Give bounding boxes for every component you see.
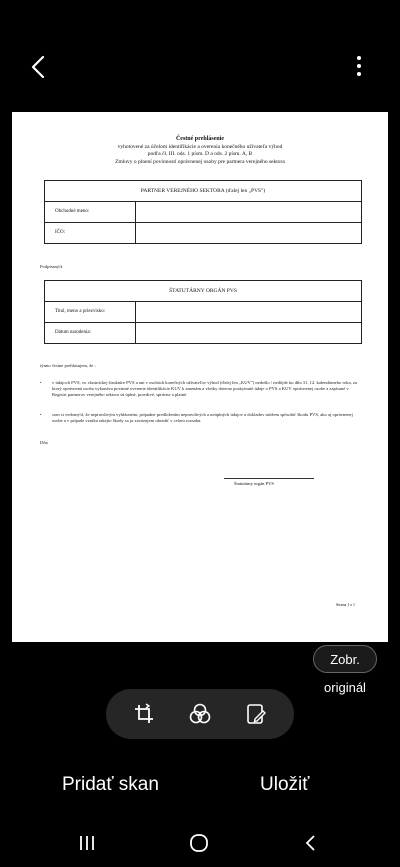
edit-button[interactable] <box>244 702 268 726</box>
signature-label: Štatutárny orgán PVS <box>234 481 274 486</box>
table-row <box>45 202 361 223</box>
page-number: Strana 1 z 1 <box>336 602 355 607</box>
date-label: Dňa <box>40 440 48 445</box>
edit-toolbar <box>106 689 294 739</box>
doc-subtitle-3: Zmluvy o plnení povinností oprávnenej osoby pre partnera verejného sektora <box>115 158 285 165</box>
recent-apps-button[interactable] <box>76 832 98 854</box>
row-label: IČO: <box>55 230 65 235</box>
crop-rotate-icon <box>132 702 156 726</box>
signature-line <box>224 478 314 479</box>
document-edit-icon <box>244 702 268 726</box>
back-button[interactable] <box>26 54 52 80</box>
doc-title: Čestné prehlásenie <box>175 136 225 142</box>
color-filter-icon <box>188 702 212 726</box>
save-button[interactable]: Uložiť <box>260 774 310 795</box>
more-options-button[interactable] <box>350 56 368 78</box>
filter-button[interactable] <box>188 702 212 726</box>
signed-label: Podpísaný/á <box>40 264 63 269</box>
row-label: Titul, meno a priezvisko: <box>55 309 106 314</box>
declaration-bullet-1: v údajoch PVS, vo vlastníckej štruktúre PVS a ani v osobách konečných užívateľov výhod (ďalej len „KUV") nedošlo / nedôjde ku dňu 31. 12. kalendárneho roka, za ktorý oprávnená osoba vykonáva povinné overenie identifikácie KUV k zmenám a všetky doteraz poskytnuté údaje o PVS a KUV oprávnenej osobe a zapísané v Registri partnerov verejného sektora sú úplné, pravdivé, správne a platné. <box>52 380 357 398</box>
declaration-intro: týmto čestne prehlasujem, že : <box>40 363 96 368</box>
partner-table <box>44 180 362 244</box>
declaration-bullet-2: som si vedomý/á, že nepravdivým vyhlásením, prípadne predložením nepravdivých a neúplných údajov a dokladov môžem spôsobiť škodu PVS, ako aj oprávnenej osobe a v prípade vzniku takejto škody sa ju zaväzujem uhradiť v celom rozsahu. <box>52 412 353 424</box>
table-row <box>45 323 361 343</box>
back-nav-button[interactable] <box>300 832 322 854</box>
row-label: Obchodné meno: <box>55 209 90 214</box>
statutory-table-header: ŠTATUTÁRNY ORGÁN PVS <box>45 281 361 302</box>
doc-subtitle-2: podľa čl. III. ods. 1 písm. D a ods. 2 písm. A, B <box>147 151 253 157</box>
statutory-table <box>44 280 362 344</box>
more-vertical-icon <box>357 56 361 60</box>
row-label: Dátum narodenia: <box>55 330 91 335</box>
back-icon <box>300 832 322 854</box>
chevron-left-icon <box>26 54 52 80</box>
home-icon <box>188 832 210 854</box>
top-bar <box>0 0 400 110</box>
crop-button[interactable] <box>132 702 156 726</box>
document-header <box>52 136 348 166</box>
table-row <box>45 223 361 243</box>
show-original-button[interactable]: Zobr. originál <box>313 645 377 673</box>
home-button[interactable] <box>188 832 210 854</box>
recent-apps-icon <box>76 832 98 854</box>
doc-subtitle-1: vyhotovené za účelom identifikácie a overenia konečného užívateľa výhod <box>117 143 283 150</box>
table-row <box>45 302 361 323</box>
system-nav-bar <box>0 826 400 860</box>
add-scan-button[interactable]: Pridať skan <box>62 774 159 795</box>
scanned-document: Čestné prehlásenie vyhotovené za účelom identifikácie a overenia konečného užívateľa výhod podľa čl. III. ods. 1 písm. D a ods. 2 písm. A, B Zmluvy o plnení povinností oprávnenej osoby pre partnera verejného sektora PARTNER VEREJNÉHO SEKTORA (ďalej len „PVS") Obchodné meno: IČO: Podpísaný/á ŠTATUTÁRNY ORGÁN PVS Titul, meno a priezvisko: Dátum narodenia: týmto čestne prehlasujem, že : • v údajoch PVS, vo vlastníckej štruktúre PVS a ani v osobách konečných užívateľov výhod (ďalej len „KUV") nedošlo / nedôjde ku dňu 31. 12. kalendárneho roka, za ktorý oprávnená osoba vykonáva povinné overenie identifikácie KUV k zmenám a všetky doteraz poskytnuté údaje o PVS a KUV oprávnenej osobe a zapísané v Registri partnerov verejného sektora sú úplné, pravdivé, správne a platné. • som si vedomý/á, že nepravdivým vyhlásením, prípadne predložením nepravdivých a neúplných údajov a dokladov môžem spôsobiť škodu PVS, ako aj oprávnenej osobe a v prípade vzniku takejto škody sa ju zaväzujem uhradiť v celom rozsahu. Dňa Štatutárny orgán PVS Strana 1 z 1 <box>12 112 388 642</box>
partner-table-header: PARTNER VEREJNÉHO SEKTORA (ďalej len „PVS") <box>45 181 361 202</box>
